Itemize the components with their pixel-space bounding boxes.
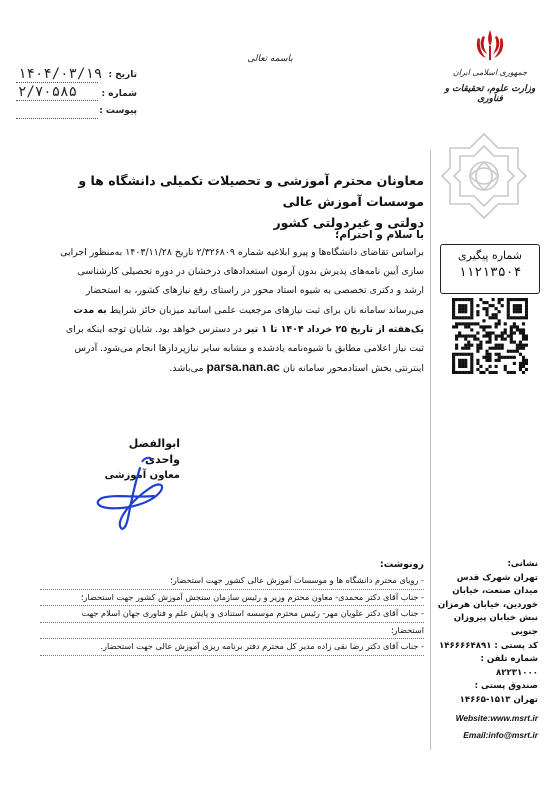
address-line: میدان صنعت، خیابان xyxy=(452,586,538,597)
date-label: تاریخ : xyxy=(108,70,137,80)
body-line: سازی آیین نامه‌های پذیرش بدون آزمون استعدادهای درخشان در دوره تحصیلی کارشناسی xyxy=(77,266,424,278)
email-link[interactable]: Email:info@msrt.ir xyxy=(463,730,538,741)
cc-title: رونوشت: xyxy=(379,559,424,570)
body-text: اینترنتی بخش استادمحور سامانه نان xyxy=(282,363,424,375)
signatory-title: معاون آموزشی xyxy=(104,470,180,481)
handwritten-signature-icon xyxy=(80,448,190,538)
address-line: شماره تلفن : ۸۲۲۳۱۰۰۰ xyxy=(480,654,538,678)
body-line xyxy=(20,358,424,378)
ministry-header xyxy=(444,28,536,128)
address-line: نبش خیابان پیروزان جنوبی xyxy=(453,613,538,637)
body-line xyxy=(20,320,424,339)
cc-item: - جناب آقای دکتر علویان مهر- رئیس محترم موسسه استنادی و پایش علم و فناوری جهان اسلام جهت xyxy=(40,606,424,623)
qr-code-icon xyxy=(452,298,528,374)
arabesque-ornament-icon xyxy=(440,130,528,220)
nan-url-link[interactable]: parsa.nan.ac xyxy=(206,360,280,375)
website-link[interactable]: Website:www.msrt.ir xyxy=(455,712,538,723)
cc-item: استحضار؛ xyxy=(40,623,424,640)
body-line: ثبت نیاز اعلامی مطابق با شیوه‌نامه یادشده و مشابه سایر نیازپردازها انجام می‌شود. آدرس xyxy=(74,343,424,355)
column-divider xyxy=(430,150,431,750)
tracking-number: ۱۱۲۱۳۵۰۴ xyxy=(458,265,522,280)
attachment-label: پیوست : xyxy=(99,106,137,116)
tracking-box xyxy=(440,244,540,294)
date-value: ۱۴۰۴/۰۳/۱۹ xyxy=(18,66,103,82)
basmala: باسمه تعالی xyxy=(247,54,293,64)
recipient-line-1: معاونان محترم آموزشی و تحصیلات تکمیلی دانشگاه ها و موسسات آموزش عالی xyxy=(78,173,424,209)
body-line: ارشد و دکتری تخصصی به شیوه استاد محور در راستای رفع نیازهای کشور، به استحضار xyxy=(85,285,424,297)
cc-list xyxy=(40,573,424,656)
country-name: جمهوری اسلامی ایران xyxy=(452,68,528,77)
body-line: براساس تقاضای دانشگاه‌ها و پیرو ابلاغیه شماره ۲/۳۲۶۸۰۹ تاریخ ۱۴۰۳/۱۱/۲۸ به‌منظور اجرایی xyxy=(60,247,424,258)
qr-code[interactable] xyxy=(452,298,528,374)
body-text: می‌باشد. xyxy=(169,363,204,375)
iran-emblem-icon xyxy=(474,28,506,62)
body-emphasis: یک‌هفته از تاریخ ۲۵ خرداد ۱۴۰۴ تا ۱ تیر xyxy=(244,323,424,335)
body-text: در دسترس خواهد بود. شایان توجه اینکه برای xyxy=(65,323,242,335)
letter-meta xyxy=(12,60,137,120)
greeting: با سلام و احترام؛ xyxy=(335,229,424,241)
body-emphasis: به مدت xyxy=(73,304,107,316)
cc-item: - جناب آقای دکتر محمدی- معاون محترم وزیر و رئیس سازمان سنجش آموزش کشور جهت استحضار؛ xyxy=(40,590,424,607)
ministry-name: وزارت علوم، تحقیقات و فناوری xyxy=(444,84,536,104)
address-line: تهران ۱۵۱۳-۱۴۶۶۵ xyxy=(459,694,538,705)
date-underline xyxy=(16,82,98,83)
number-value: ۲/۷۰۵۸۵ xyxy=(18,84,78,100)
attachment-underline xyxy=(16,118,98,119)
address-block xyxy=(436,558,538,743)
tracking-label: شماره پیگیری xyxy=(458,249,522,262)
recipient xyxy=(30,170,424,233)
recipient-line-2: دولتی و غیردولتی کشور xyxy=(273,215,424,230)
number-underline xyxy=(16,100,98,101)
body-line xyxy=(20,301,424,320)
letter-body xyxy=(20,243,424,378)
address-label: نشانی: xyxy=(507,559,538,569)
number-label: شماره : xyxy=(101,89,137,99)
address-line: خوردین، خیابان هرمزان xyxy=(437,599,538,610)
body-text: می‌رساند سامانه نان برای ثبت نیازهای مرجعیت علمی اساتید میزبان حائز شرایط xyxy=(109,304,424,316)
address-line: صندوق پستی : xyxy=(474,681,538,692)
cc-item: - رویای محترم دانشگاه ها و موسسات آموزش عالی کشور جهت استحضار؛ xyxy=(40,573,424,590)
signatory-name: ابوالفضل واحدی xyxy=(128,437,180,466)
address-line: تهران شهرک قدس xyxy=(456,572,538,583)
cc-item: - جناب آقای دکتر رضا نقی زاده مدیر کل محترم دفتر برنامه ریزی آموزش عالی جهت استحضار. xyxy=(40,639,424,656)
address-line: کد پستی : ۱۴۶۶۶۶۴۸۹۱ xyxy=(438,640,538,651)
